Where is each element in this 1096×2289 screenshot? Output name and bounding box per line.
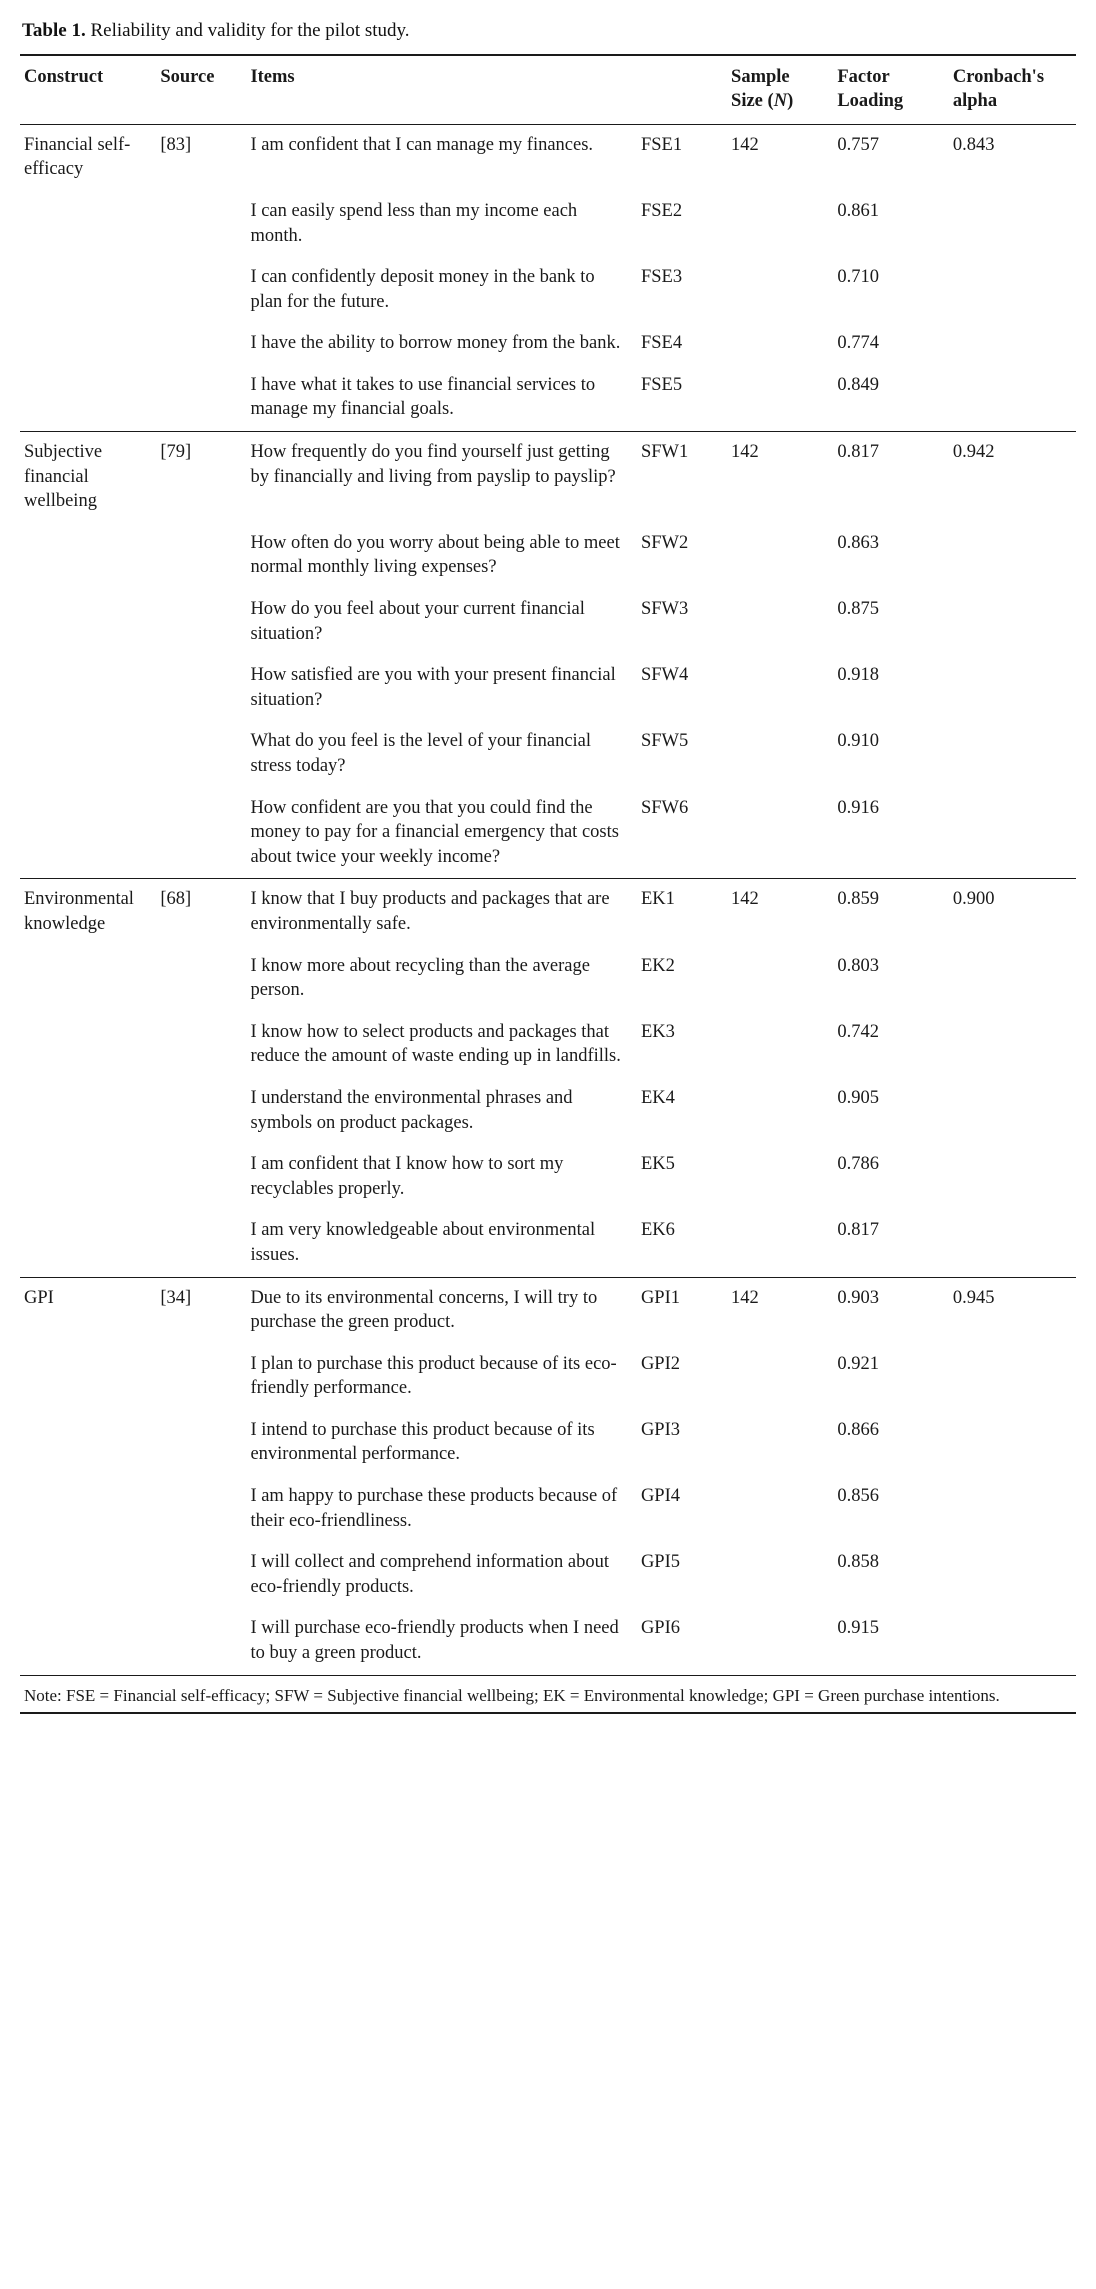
cell-factor-loading: 0.903 [833, 1277, 949, 1344]
cell-item-code: GPI2 [640, 1353, 680, 1374]
cell-source [156, 365, 246, 432]
cell-sample-size [727, 589, 833, 655]
cell-item-text: I can easily spend less than my income each month. [250, 200, 578, 246]
cell-item-text: I know more about recycling than the average person. [250, 955, 590, 1001]
cell-construct [20, 365, 156, 432]
cell-factor-loading: 0.849 [837, 374, 879, 395]
cell-item-text: How satisfied are you with your present financial situation? [250, 665, 616, 710]
cell-construct [20, 655, 156, 721]
column-header-items: Items [246, 55, 637, 125]
cell-item-text: I can confidently deposit money in the bank to plan for the future. [250, 267, 595, 312]
cell-item-code: SFW6 [640, 797, 689, 818]
cell-item-code: FSE2 [640, 200, 683, 221]
cell-sample-size [727, 323, 833, 365]
cell-source [156, 257, 246, 323]
cell-construct [20, 1078, 156, 1144]
cell-cronbachs-alpha [949, 1542, 1076, 1608]
cell-factor-loading: 0.915 [837, 1618, 879, 1639]
cell-factor-loading: 0.905 [837, 1087, 879, 1108]
table-row [20, 1078, 1076, 1144]
cell-construct [20, 1210, 156, 1277]
cell-sample-size [727, 1210, 833, 1277]
cell-factor-loading: 0.710 [837, 267, 879, 288]
cell-item-text: I understand the environmental phrases and symbols on product packages. [250, 1087, 573, 1133]
cell-cronbachs-alpha [949, 655, 1076, 721]
cell-construct: Financial self-efficacy [24, 134, 131, 180]
cell-sample-size [727, 1344, 833, 1410]
cell-construct [20, 721, 156, 787]
cell-cronbachs-alpha [949, 721, 1076, 787]
cell-sample-size [727, 1144, 833, 1210]
table-bottom-rule [20, 1712, 1076, 1714]
table-body [20, 124, 1076, 1675]
cell-item-text: How frequently do you find yourself just getting by financially and living from payslip to payslip? [246, 432, 637, 523]
cell-cronbachs-alpha [949, 1144, 1076, 1210]
cell-cronbachs-alpha [949, 946, 1076, 1012]
cell-item-code: SFW4 [640, 665, 689, 686]
table-row [20, 523, 1076, 589]
cell-cronbachs-alpha [949, 365, 1076, 432]
cell-factor-loading: 0.774 [837, 333, 879, 354]
cell-item-text: I know how to select products and packages that reduce the amount of waste ending up in landfills. [250, 1021, 621, 1067]
cell-item-code: SFW2 [640, 532, 689, 553]
factor-loading-line-2: Loading [837, 90, 904, 111]
cell-item-text: I am confident that I know how to sort my recyclables properly. [250, 1154, 564, 1199]
cell-cronbachs-alpha [949, 1210, 1076, 1277]
table-note: Note: FSE = Financial self-efficacy; SFW = Subjective financial wellbeing; EK = Environmental knowledge; GPI = Green purchase intentions. [20, 1675, 1076, 1711]
cell-source [156, 1144, 246, 1210]
cell-source [156, 1210, 246, 1277]
cell-item-code: GPI4 [640, 1486, 680, 1507]
cell-sample-size [727, 788, 833, 879]
cell-item-code: EK2 [640, 955, 675, 976]
cell-source [156, 788, 246, 879]
cell-construct [20, 788, 156, 879]
cell-source [156, 655, 246, 721]
cell-item-text: How do you feel about your current financial situation? [250, 599, 585, 644]
table-row [20, 721, 1076, 787]
cell-item-code: EK6 [640, 1220, 675, 1241]
sample-size-line-1: Sample [731, 66, 790, 87]
cell-sample-size [727, 365, 833, 432]
table-row [20, 124, 1076, 191]
cell-sample-size [727, 655, 833, 721]
cell-construct [20, 1542, 156, 1608]
cell-cronbachs-alpha [949, 1344, 1076, 1410]
cell-factor-loading: 0.742 [837, 1021, 879, 1042]
cell-cronbachs-alpha: 0.945 [949, 1277, 1076, 1344]
cell-sample-size [727, 1078, 833, 1144]
sample-size-prefix: Size ( [731, 90, 774, 111]
table-row [20, 257, 1076, 323]
cell-factor-loading: 0.910 [837, 731, 879, 752]
reliability-validity-table [20, 54, 1076, 1712]
table-row [20, 1277, 1076, 1344]
cell-factor-loading: 0.916 [837, 797, 879, 818]
cell-cronbachs-alpha: 0.843 [952, 134, 995, 155]
table-footer [20, 1675, 1076, 1711]
table-caption [22, 18, 1076, 44]
cell-factor-loading: 0.786 [837, 1154, 879, 1175]
cell-sample-size [727, 1410, 833, 1476]
cell-construct [20, 1012, 156, 1078]
table-row [20, 879, 1076, 946]
cell-item-text: I know that I buy products and packages that are environmentally safe. [246, 879, 637, 946]
table-row [20, 589, 1076, 655]
cell-construct [20, 946, 156, 1012]
cell-item-text: I have what it takes to use financial services to manage my financial goals. [250, 374, 596, 420]
table-row [20, 1344, 1076, 1410]
cell-item-text: I will purchase eco-friendly products when I need to buy a green product. [250, 1618, 619, 1664]
table-header [20, 55, 1076, 125]
cell-item-text: I have the ability to borrow money from the bank. [250, 333, 621, 354]
cell-source [156, 589, 246, 655]
cell-factor-loading: 0.858 [837, 1552, 879, 1573]
cell-factor-loading: 0.863 [837, 532, 879, 553]
table-row [20, 1542, 1076, 1608]
table-row [20, 655, 1076, 721]
cell-item-text: How often do you worry about being able to meet normal monthly living expenses? [250, 532, 620, 578]
cell-sample-size [727, 191, 833, 257]
cell-item-code: FSE5 [640, 374, 683, 395]
cell-source: [34] [156, 1277, 246, 1344]
cell-item-code: GPI5 [640, 1552, 680, 1573]
table-caption-text: Reliability and validity for the pilot study. [90, 20, 410, 41]
cell-sample-size [727, 1608, 833, 1675]
table-row [20, 365, 1076, 432]
cell-source [156, 1608, 246, 1675]
table-row [20, 946, 1076, 1012]
cell-construct [20, 1608, 156, 1675]
cell-factor-loading: 0.921 [837, 1353, 879, 1374]
cell-item-code: EK5 [640, 1154, 675, 1175]
cell-sample-size [727, 257, 833, 323]
cell-item-code: SFW5 [640, 731, 689, 752]
cell-item-text: I am very knowledgeable about environmental issues. [250, 1220, 596, 1265]
cell-cronbachs-alpha [949, 788, 1076, 879]
cell-sample-size [727, 721, 833, 787]
cell-factor-loading: 0.866 [837, 1419, 879, 1440]
cell-item-code: SFW1 [637, 432, 727, 523]
cell-construct: GPI [20, 1277, 156, 1344]
cell-source [156, 1476, 246, 1542]
cell-construct [20, 191, 156, 257]
cell-item-code: GPI1 [637, 1277, 727, 1344]
column-header-sample-size [727, 55, 833, 125]
cell-source: [79] [156, 432, 246, 523]
cell-cronbachs-alpha [949, 257, 1076, 323]
cell-item-text: What do you feel is the level of your financial stress today? [250, 731, 592, 777]
cell-construct [20, 323, 156, 365]
cell-cronbachs-alpha [949, 1012, 1076, 1078]
column-header-construct: Construct [20, 55, 156, 125]
cell-factor-loading: 0.859 [833, 879, 949, 946]
cell-source: [83] [160, 134, 192, 155]
cell-item-text: Due to its environmental concerns, I will try to purchase the green product. [246, 1277, 637, 1344]
cell-construct [20, 257, 156, 323]
cell-source [156, 721, 246, 787]
cell-item-code: GPI6 [640, 1618, 680, 1639]
table-row [20, 788, 1076, 879]
cell-source [156, 1344, 246, 1410]
table-row [20, 1476, 1076, 1542]
factor-loading-line-1: Factor [837, 66, 890, 87]
cell-sample-size: 142 [731, 134, 759, 155]
cell-sample-size: 142 [727, 879, 833, 946]
cell-construct [20, 1144, 156, 1210]
cell-construct: Environmental knowledge [20, 879, 156, 946]
cell-item-text: I intend to purchase this product because of its environmental performance. [250, 1419, 595, 1465]
table-row [20, 1012, 1076, 1078]
cell-cronbachs-alpha [949, 1608, 1076, 1675]
cell-construct [20, 589, 156, 655]
cell-item-code: GPI3 [640, 1419, 680, 1440]
sample-size-suffix: ) [787, 90, 794, 111]
cell-item-code: SFW3 [640, 599, 689, 620]
cell-factor-loading: 0.856 [837, 1486, 879, 1507]
cell-item-text: I plan to purchase this product because of its eco-friendly performance. [250, 1353, 617, 1399]
sample-size-line-2 [731, 89, 825, 113]
cell-construct [20, 1344, 156, 1410]
cell-factor-loading: 0.757 [837, 134, 879, 155]
alpha-line-1: Cronbach's [952, 66, 1045, 87]
sample-size-symbol: N [773, 90, 788, 111]
cell-cronbachs-alpha: 0.942 [949, 432, 1076, 523]
cell-item-code: EK4 [640, 1087, 675, 1108]
cell-sample-size: 142 [727, 1277, 833, 1344]
cell-cronbachs-alpha [949, 191, 1076, 257]
cell-sample-size [727, 1476, 833, 1542]
column-header-code [637, 55, 727, 125]
cell-item-code: FSE4 [640, 333, 683, 354]
table-row [20, 191, 1076, 257]
cell-item-text: I will collect and comprehend information about eco-friendly products. [250, 1552, 610, 1597]
cell-factor-loading: 0.817 [833, 432, 949, 523]
table-caption-label: Table 1. [22, 20, 86, 41]
cell-source [156, 1012, 246, 1078]
cell-cronbachs-alpha [949, 323, 1076, 365]
cell-item-code: EK3 [640, 1021, 675, 1042]
cell-sample-size [727, 946, 833, 1012]
cell-source [156, 946, 246, 1012]
cell-source [156, 191, 246, 257]
column-header-cronbachs-alpha [949, 55, 1076, 125]
cell-cronbachs-alpha: 0.900 [949, 879, 1076, 946]
cell-construct: Subjective financial wellbeing [20, 432, 156, 523]
cell-factor-loading: 0.803 [837, 955, 879, 976]
cell-sample-size [727, 1012, 833, 1078]
cell-cronbachs-alpha [949, 1078, 1076, 1144]
cell-item-text: How confident are you that you could find the money to pay for a financial emergency that costs about twice your weekly income? [250, 797, 619, 867]
alpha-line-2: alpha [952, 90, 998, 111]
column-header-factor-loading [833, 55, 949, 125]
table-row [20, 432, 1076, 523]
cell-item-code: EK1 [637, 879, 727, 946]
cell-cronbachs-alpha [949, 523, 1076, 589]
cell-source: [68] [156, 879, 246, 946]
cell-source [156, 323, 246, 365]
cell-item-text: I am happy to purchase these products because of their eco-friendliness. [250, 1486, 618, 1531]
cell-source [156, 1542, 246, 1608]
cell-cronbachs-alpha [949, 589, 1076, 655]
cell-factor-loading: 0.875 [837, 599, 879, 620]
cell-source [156, 1078, 246, 1144]
cell-source [156, 523, 246, 589]
cell-factor-loading: 0.817 [837, 1220, 879, 1241]
column-header-source: Source [156, 55, 246, 125]
cell-cronbachs-alpha [949, 1476, 1076, 1542]
cell-construct [20, 1410, 156, 1476]
cell-construct [20, 523, 156, 589]
cell-sample-size [727, 1542, 833, 1608]
cell-source [156, 1410, 246, 1476]
cell-factor-loading: 0.918 [837, 665, 879, 686]
table-row [20, 323, 1076, 365]
cell-sample-size [727, 523, 833, 589]
cell-item-text: I am confident that I can manage my finances. [250, 134, 594, 155]
cell-construct [20, 1476, 156, 1542]
cell-factor-loading: 0.861 [837, 200, 879, 221]
cell-item-code: FSE1 [640, 134, 683, 155]
cell-sample-size: 142 [727, 432, 833, 523]
cell-cronbachs-alpha [949, 1410, 1076, 1476]
table-row [20, 1210, 1076, 1277]
table-row [20, 1144, 1076, 1210]
table-row [20, 1410, 1076, 1476]
table-row [20, 1608, 1076, 1675]
cell-item-code: FSE3 [640, 267, 683, 288]
